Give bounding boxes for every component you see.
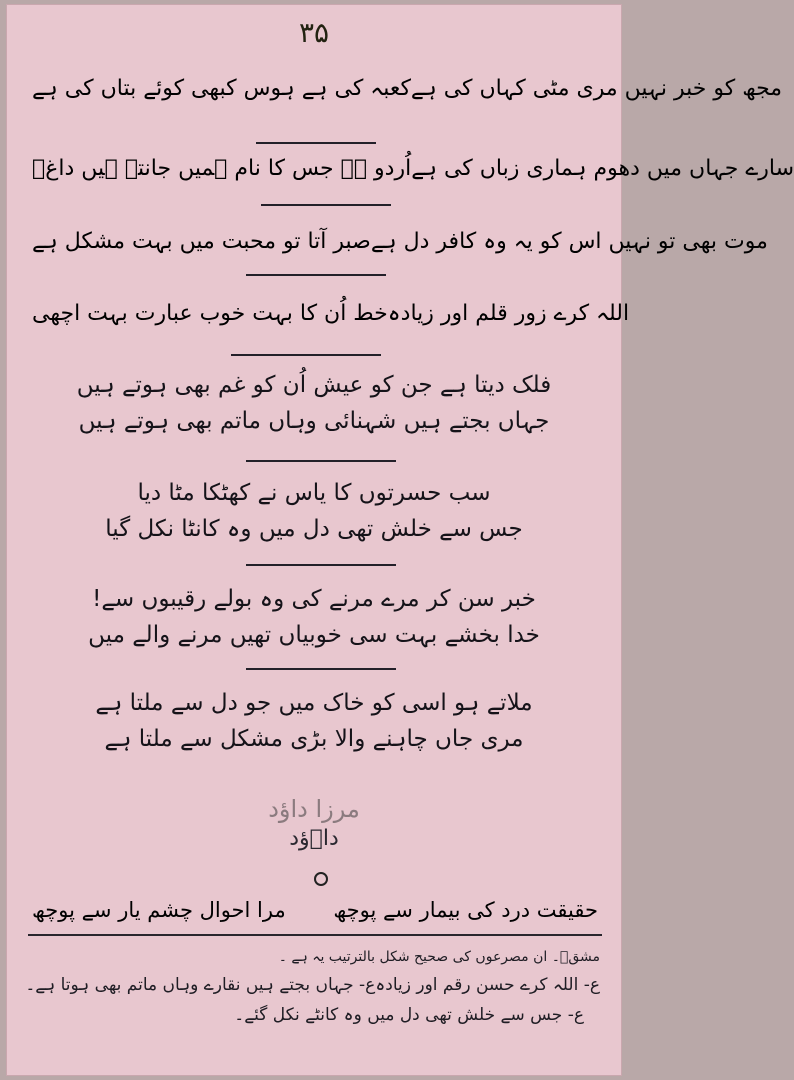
poet-heading	[6, 794, 622, 854]
ornament-circle	[314, 872, 328, 886]
stanza-2-line-2: جس سے خلش تھی دل میں وہ کانٹا نکل گیا	[105, 515, 523, 542]
poet-name: مرزا داؤد	[268, 795, 360, 823]
couplet-4	[32, 301, 630, 327]
stanza-3-line-2: خدا بخشے بہت سی خوبیاں تھیں مرنے والے میں	[88, 621, 540, 648]
couplet-1-right: کعبہ کی ہے ہوس کبھی کوئے بتاں کی ہے	[32, 76, 411, 101]
stanza-4	[6, 686, 622, 757]
stanza-3-line-1: خبر سن کر مرے مرنے کی وہ بولے رقیبوں سے!	[92, 586, 536, 612]
stanza-1-line-2: جہاں بجتے ہیں شہنائی وہاں ماتم بھی ہوتے ہیں	[78, 407, 550, 434]
couplet-5-left: حقیقت درد کی بیمار سے پوچھ	[333, 898, 598, 922]
footnote-row	[26, 970, 600, 1001]
stanza-2	[6, 476, 622, 547]
page-number: ۳۵	[298, 16, 330, 49]
stanza-3	[6, 582, 622, 653]
footnote-separator	[28, 934, 602, 936]
couplet-2	[32, 156, 794, 182]
footnote-item-1: ع- اللہ کرے حسن رقم اور زیادہ	[375, 974, 600, 995]
couplet-3-left: موت بھی تو نہیں اس کو یہ وہ کافر دل ہے	[370, 229, 768, 254]
divider-rule	[256, 142, 376, 144]
divider-rule	[246, 668, 396, 670]
footnote-item-3: ع- جس سے خلش تھی دل میں وہ کانٹے نکل گئے۔	[234, 1005, 584, 1026]
couplet-3	[32, 229, 768, 255]
couplet-5-right: مرا احوال چشم یار سے پوچھ	[32, 898, 286, 922]
stanza-1	[6, 368, 622, 439]
couplet-2-right: اُردو ہے جس کا نام ہمیں جانتے ہیں داغؔ	[32, 156, 412, 181]
couplet-3-right: صبر آتا تو محبت میں بہت مشکل ہے	[32, 229, 371, 254]
stanza-4-line-1: ملاتے ہو اسی کو خاک میں جو دل سے ملتا ہے	[95, 690, 533, 716]
divider-rule	[231, 354, 381, 356]
couplet-2-left: سارے جہاں میں دھوم ہماری زباں کی ہے	[411, 156, 794, 181]
footnote-intro: مشقؔ۔ ان مصرعوں کی صحیح شکل بالترتیب یہ ہے ۔	[278, 949, 600, 965]
couplet-5	[32, 898, 598, 923]
book-page	[6, 4, 794, 1076]
couplet-1-left: مجھ کو خبر نہیں مری مٹی کہاں کی ہے	[410, 76, 783, 101]
divider-rule	[246, 274, 386, 276]
poet-pen-name: داؔؤد	[289, 826, 339, 852]
stanza-4-line-2: مری جاں چاہنے والا بڑی مشکل سے ملتا ہے	[104, 725, 524, 752]
footnotes	[26, 946, 600, 1031]
couplet-1	[32, 76, 783, 102]
divider-rule	[246, 564, 396, 566]
stanza-2-line-1: سب حسرتوں کا یاس نے کھٹکا مٹا دیا	[137, 480, 491, 506]
footnote-item-2: ع- جہاں بجتے ہیں نقارے وہاں ماتم بھی ہوتا ہے۔	[25, 974, 376, 995]
stanza-1-line-1: فلک دیتا ہے جن کو عیش اُن کو غم بھی ہوتے ہیں	[76, 372, 552, 398]
couplet-4-right: خط اُن کا بہت خوب عبارت بہت اچھی	[32, 301, 388, 326]
divider-rule	[261, 204, 391, 206]
divider-rule	[246, 460, 396, 462]
couplet-4-left: اللہ کرے زور قلم اور زیادہ	[387, 301, 630, 326]
